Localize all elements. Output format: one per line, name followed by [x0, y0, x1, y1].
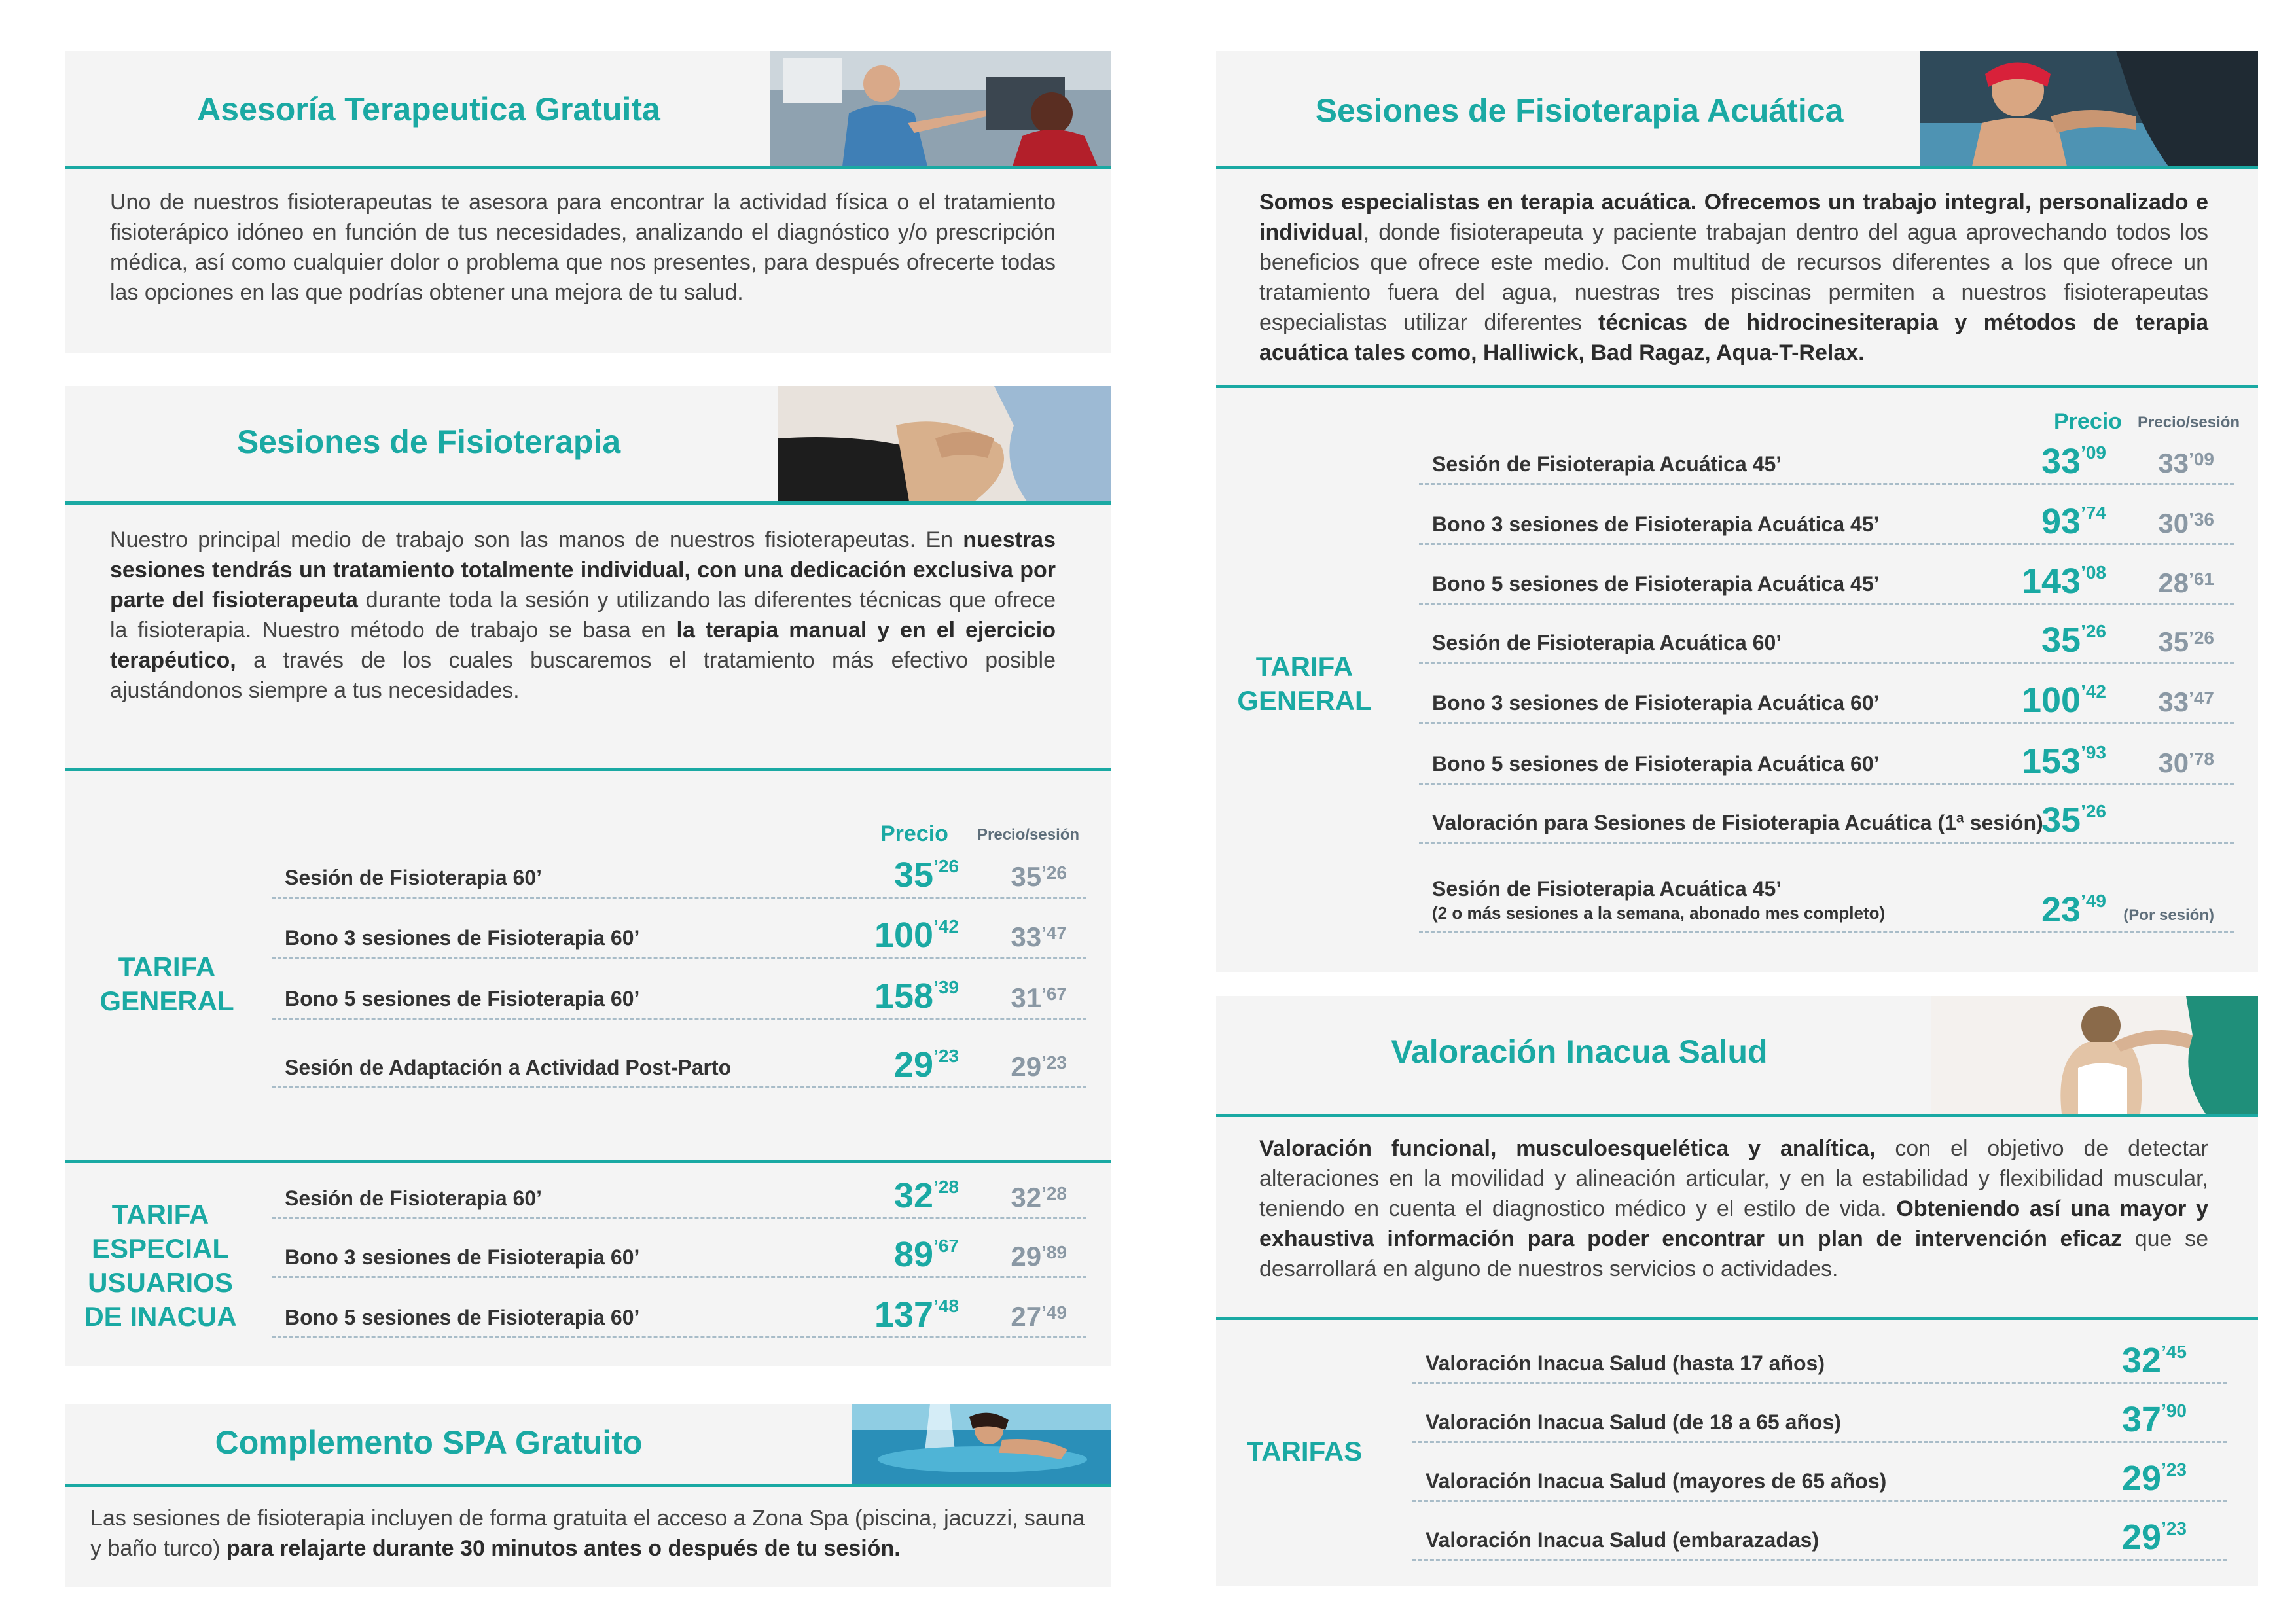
fisio-especial-row [272, 1165, 1086, 1219]
fisioterapia-divider-2 [65, 1160, 1111, 1163]
row-price: $37^{’90}$ [2121, 1400, 2187, 1439]
general-label-line-2: GENERAL [99, 986, 234, 1016]
spa-text [90, 1503, 1092, 1563]
row-price: $93^{’74}$ [2041, 502, 2106, 541]
row-name: Bono 3 sesiones de Fisioterapia 60’ [285, 926, 640, 950]
row-price-per-session: $35^{’26}$ [2158, 626, 2214, 657]
acuatica-text-2: , donde fisioterapeuta y paciente trabajan dentro del agua aprovechando todos los beneficios que ofrece este medio. Con multitud de recursos diferentes a los que ofrece un tratamiento fuera del agua, nuestras tres piscinas permiten a nuestros fisioterapeutas especialistas utilizar diferentes [1259, 220, 2208, 335]
row-name: Bono 5 sesiones de Fisioterapia Acuática 45’ [1432, 572, 1880, 596]
valoracion-tarifas-label: TARIFAS [1246, 1436, 1363, 1467]
row-price: $35^{’26}$ [2041, 800, 2106, 840]
especial-label-line-2: ESPECIAL [91, 1233, 230, 1264]
row-price-per-session: $27^{’49}$ [1011, 1301, 1067, 1332]
spa-title: Complemento SPA Gratuito [215, 1424, 643, 1461]
row-price-per-session: $33^{’47}$ [1011, 921, 1067, 952]
fisioterapia-header [65, 386, 1111, 505]
acuatica-col-precio: Precio [2054, 409, 2122, 434]
valoracion-divider [1216, 1317, 2258, 1320]
fisioterapia-photo [778, 386, 1111, 501]
acuatica-row [1419, 431, 2234, 485]
valoracion-title: Valoración Inacua Salud [1391, 1033, 1768, 1070]
fisioterapia-text-3: durante toda la sesión y utilizando las diferentes técnicas que ofrece la fisioterapia. Nuestro método de trabajo se basa en [110, 588, 1056, 643]
row-name: Valoración Inacua Salud (hasta 17 años) [1426, 1351, 1825, 1375]
valoracion-row [1412, 1448, 2227, 1502]
aquatic-therapy-image [1920, 51, 2258, 166]
fisio-general-row [272, 1034, 1086, 1088]
acuatica-row [1419, 789, 2234, 844]
valoracion-text-3: Obteniendo así una mayor y exhaustiva información para poder encontrar un plan de intervención eficaz [1259, 1196, 2208, 1251]
row-name: Valoración para Sesiones de Fisioterapia Acuática (1ª sesión) [1432, 811, 2043, 834]
fisioterapia-text [110, 525, 1056, 705]
row-price: $29^{’23}$ [2121, 1518, 2187, 1557]
acuatica-label-line-2: GENERAL [1237, 685, 1372, 716]
spa-photo [852, 1404, 1111, 1484]
valoracion-row [1412, 1507, 2227, 1561]
row-name: Sesión de Fisioterapia 60’ [285, 1186, 543, 1210]
fisioterapia-text-2: nuestras sesiones tendrás un tratamiento totalmente individual, con una dedicación exclusiva por parte del fisioterapeuta [110, 527, 1056, 613]
fisioterapia-col-precio: Precio [880, 821, 948, 846]
acuatica-label-line-1: TARIFA [1255, 651, 1354, 682]
row-price-per-session: $32^{’28}$ [1011, 1182, 1067, 1213]
spa-text-1: Las sesiones de fisioterapia incluyen de forma gratuita el acceso a Zona Spa (piscina, jacuzzi, sauna y baño turco) [90, 1506, 1085, 1561]
row-price-per-session: $29^{’23}$ [1011, 1051, 1067, 1082]
acuatica-panel [1216, 51, 2258, 972]
acuatica-photo [1920, 51, 2258, 166]
row-name: Valoración Inacua Salud (mayores de 65 años) [1426, 1469, 1887, 1493]
doctor-consultation-image [770, 51, 1111, 166]
row-name: Sesión de Fisioterapia Acuática 60’ [1432, 631, 1782, 654]
row-subtitle: (2 o más sesiones a la semana, abonado mes completo) [1432, 903, 1886, 923]
asesoria-header [65, 51, 1111, 169]
row-price-per-session: $35^{’26}$ [1011, 861, 1067, 892]
spa-pool-image [852, 1404, 1111, 1484]
row-name: Bono 3 sesiones de Fisioterapia 60’ [285, 1245, 640, 1269]
asesoria-photo [770, 51, 1111, 166]
fisio-general-row [272, 965, 1086, 1020]
valoracion-text [1259, 1133, 2208, 1284]
acuatica-general-label [1226, 650, 1383, 718]
row-price: $100^{’42}$ [874, 916, 959, 955]
fisioterapia-text-5: a través de los cuales buscaremos el tratamiento más efectivo posible ajustándonos siempre a tus necesidades. [110, 648, 1056, 703]
acuatica-row [1419, 491, 2234, 545]
acuatica-divider [1216, 385, 2258, 388]
spa-panel [65, 1404, 1111, 1587]
fisio-especial-row [272, 1284, 1086, 1338]
row-price-per-session: $30^{’36}$ [2158, 508, 2214, 539]
especial-label-line-4: DE INACUA [84, 1301, 237, 1332]
row-price: $89^{’67}$ [893, 1235, 959, 1274]
spa-header [65, 1404, 1111, 1487]
row-note: (Por sesión) [2123, 906, 2214, 924]
row-price-per-session: $28^{’61}$ [2158, 567, 2214, 598]
especial-label-line-3: USUARIOS [88, 1267, 233, 1298]
valoracion-row [1412, 1389, 2227, 1443]
row-name: Valoración Inacua Salud (de 18 a 65 años) [1426, 1410, 1841, 1434]
acuatica-title: Sesiones de Fisioterapia Acuática [1315, 92, 1844, 129]
row-price: $158^{’39}$ [874, 976, 959, 1016]
row-name: Bono 5 sesiones de Fisioterapia 60’ [285, 1306, 640, 1329]
acuatica-row-monthly [1419, 863, 2234, 933]
row-price: $143^{’08}$ [2021, 562, 2106, 601]
valoracion-text-2: con el objetivo de detectar alteraciones en la movilidad y alineación articular, y en la estabilidad y flexibilidad muscular, teniendo en cuenta el diagnostico médico y el estilo de vida. [1259, 1136, 2209, 1221]
especial-label-line-1: TARIFA [111, 1199, 209, 1230]
acuatica-row [1419, 669, 2234, 724]
row-price-per-session: $33^{’47}$ [2158, 687, 2214, 717]
health-assessment-image [1931, 996, 2258, 1114]
fisioterapia-especial-label [75, 1198, 245, 1334]
acuatica-text-3: técnicas de hidrocinesiterapia y métodos de terapia acuática tales como, Halliwick, Bad Ragaz, Aqua-T-Relax. [1259, 310, 2208, 365]
fisioterapia-text-1: Nuestro principal medio de trabajo son las manos de nuestros fisioterapeutas. En [110, 527, 963, 552]
row-price: $32^{’28}$ [893, 1176, 959, 1215]
row-price: $153^{’93}$ [2021, 741, 2106, 781]
row-name: Bono 3 sesiones de Fisioterapia Acuática 60’ [1432, 691, 1880, 715]
row-price-per-session: $33^{’09}$ [2158, 448, 2214, 478]
row-name: Sesión de Adaptación a Actividad Post-Parto [285, 1056, 732, 1079]
row-price: $100^{’42}$ [2021, 681, 2106, 720]
fisioterapia-title: Sesiones de Fisioterapia [236, 423, 621, 460]
row-price: $29^{’23}$ [893, 1045, 959, 1084]
fisio-general-row [272, 904, 1086, 959]
fisioterapia-divider-1 [65, 768, 1111, 771]
acuatica-row [1419, 609, 2234, 664]
row-price: $33^{’09}$ [2041, 442, 2106, 481]
fisio-especial-row [272, 1224, 1086, 1278]
fisioterapia-general-label [75, 950, 259, 1018]
row-price: $29^{’23}$ [2121, 1459, 2187, 1498]
asesoria-panel [65, 51, 1111, 353]
acuatica-row [1419, 730, 2234, 785]
fisioterapia-text-4: la terapia manual y en el ejercicio terapéutico, [110, 618, 1056, 673]
row-name: Bono 5 sesiones de Fisioterapia Acuática 60’ [1432, 752, 1880, 776]
row-price-per-session: $29^{’89}$ [1011, 1241, 1067, 1272]
row-price: $137^{’48}$ [874, 1295, 959, 1334]
asesoria-text: Uno de nuestros fisioterapeutas te asesora para encontrar la actividad física o el tratamiento fisioterápico idóneo en función de tus necesidades, analizando el diagnóstico y/o prescripción médica, así como cualquier dolor o problema que nos presentes, para después ofrecerte todas las opciones en las que podrías obtener una mejora de tu salud. [110, 190, 1056, 305]
asesoria-title: Asesoría Terapeutica Gratuita [197, 91, 660, 128]
valoracion-row [1412, 1330, 2227, 1384]
row-name: Sesión de Fisioterapia Acuática 45’ [1432, 452, 1782, 476]
row-name: Bono 5 sesiones de Fisioterapia 60’ [285, 987, 640, 1010]
fisio-general-row [272, 844, 1086, 899]
row-name: Valoración Inacua Salud (embarazadas) [1426, 1528, 1820, 1552]
valoracion-text-4: que se desarrollará en alguno de nuestros servicios o actividades. [1259, 1226, 2208, 1281]
acuatica-col-precio-sesion: Precio/sesión [2138, 414, 2240, 431]
row-price-per-session: $31^{’67}$ [1011, 982, 1067, 1013]
massage-image [778, 386, 1111, 501]
general-label-line-1: TARIFA [118, 952, 216, 982]
row-name: Sesión de Fisioterapia Acuática 45’ [1432, 877, 1782, 901]
row-price-per-session: $30^{’78}$ [2158, 747, 2214, 778]
valoracion-photo [1931, 996, 2258, 1114]
row-name: Bono 3 sesiones de Fisioterapia Acuática 45’ [1432, 512, 1880, 536]
row-price: $23^{’49}$ [2041, 890, 2106, 929]
valoracion-panel [1216, 996, 2258, 1586]
acuatica-header [1216, 51, 2258, 169]
acuatica-text [1259, 187, 2208, 368]
valoracion-header [1216, 996, 2258, 1117]
row-price: $35^{’26}$ [893, 855, 959, 895]
fisioterapia-col-precio-sesion: Precio/sesión [977, 826, 1080, 844]
acuatica-row [1419, 550, 2234, 605]
row-price: $32^{’45}$ [2121, 1341, 2187, 1380]
fisioterapia-panel [65, 386, 1111, 1366]
row-name: Sesión de Fisioterapia 60’ [285, 866, 543, 889]
acuatica-text-1: Somos especialistas en terapia acuática. Ofrecemos un trabajo integral, personalizado e individual [1259, 190, 2208, 245]
spa-text-2: para relajarte durante 30 minutos antes o después de tu sesión. [226, 1536, 901, 1561]
valoracion-text-1: Valoración funcional, musculoesquelética y analítica, [1259, 1136, 1876, 1161]
row-price: $35^{’26}$ [2041, 620, 2106, 660]
